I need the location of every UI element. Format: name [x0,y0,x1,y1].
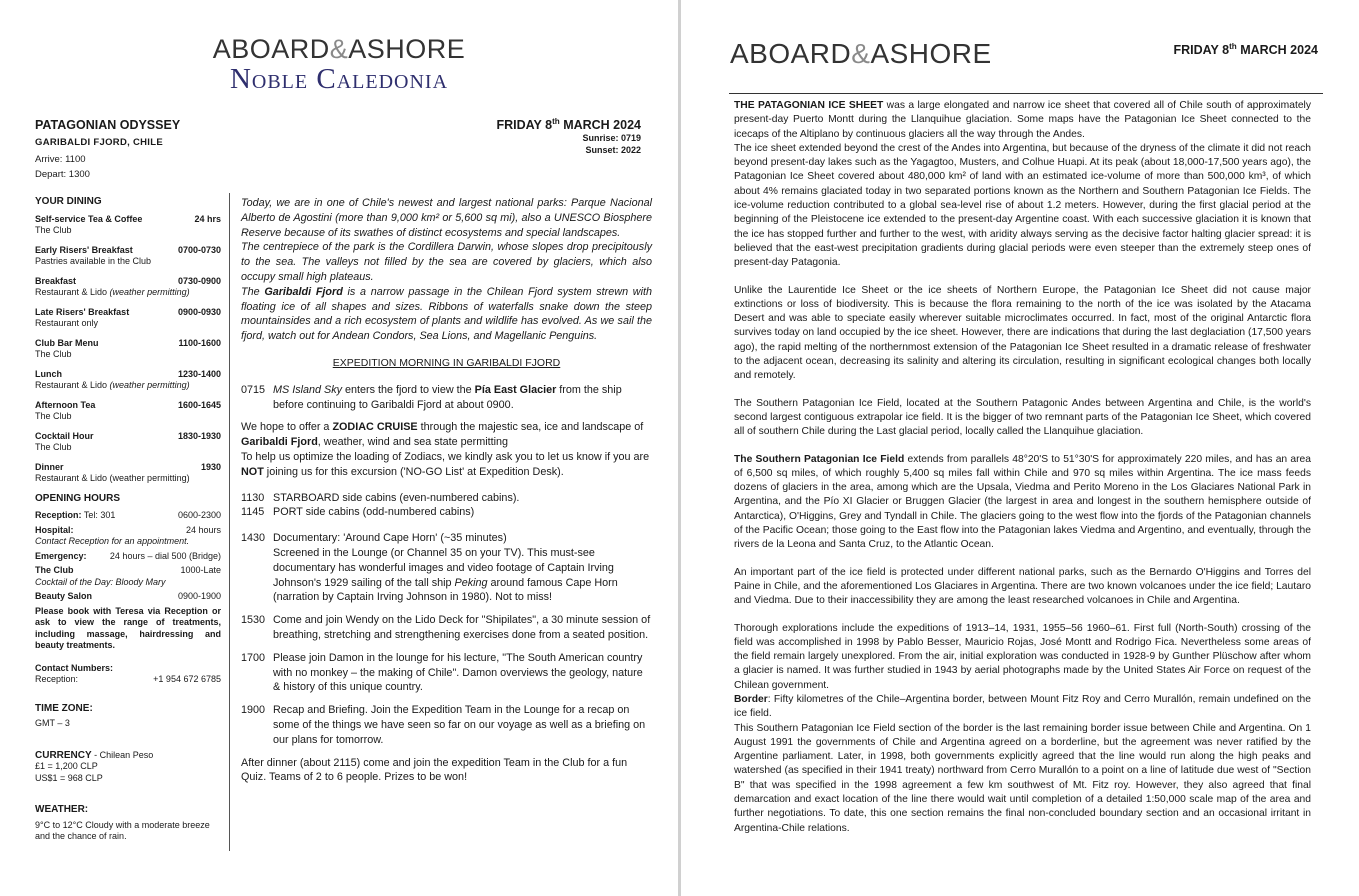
weather-title: WEATHER: [35,804,89,815]
schedule-1700: 1700 Please join Damon in the lounge for his lecture, "The South American country with no monkey – the making of Chile". Damon overviews the geology, nature & history of this unique country. [241,651,643,694]
opening-item: The Club 1000-Late Cocktail of the Day: Bloody Mary [35,565,221,587]
aboard-ashore-logo-2: ABOARD&ASHORE [730,38,992,69]
opening-item: Emergency: 24 hours – dial 500 (Bridge) [35,550,221,561]
para-7: Thorough explorations include the expeditions of 1913–14, 1931, 1955–56 1960–61. First full (North-South) crossing of the field was accomplished in 1998 by Pablo Besser, Mauricio Rojas, José Montt and Rodrigo Fica. Nevertheless some areas of the field remain largely unexplored. From the air, initial exploration was conducted in 1928-9 by Gunther Plüschow after whom a glacier is named. It was further studied in 1943 by aerial photographs made by the United States Air Force on request of the Chilean government. [734,622,1311,691]
aboard-ashore-logo: ABOARD&ASHORE [212,34,466,64]
para-6: An important part of the ice field is protected under different national parks, such as the Bernardo O'Higgins and Torres del Paine in Chile, and the aforementioned Los Glaciares in Argentina. There are two known volcanoes under the ice field; Lautaro and Viedma. Due to their inaccessibility they are among the least researched volcanoes in Chile and Argentina. [734,566,1311,607]
currency-usd: US$1 = 968 CLP [35,772,103,783]
daily-programme [241,196,652,796]
currency-title: CURRENCY - Chilean Peso [35,749,154,761]
dining-item: Afternoon Tea 1600-1645 The Club [35,399,221,421]
location: GARIBALDI FJORD, CHILE [35,137,163,148]
schedule-1145: 1145 PORT side cabins (odd-numbered cabins) [241,506,475,519]
schedule-0715: 0715 MS Island Sky enters the fjord to view the Pía East Glacier from the ship before continuing to Garibaldi Fjord at about 0900. [241,383,622,411]
para-4: The Southern Patagonian Ice Field, located at the Southern Patagonic Andes between Argentina and Chile, is the world's second largest contiguous extrapolar ice field. It is the bigger of two remnant parts of the Patagonian Ice Sheet, which covered all of southern Chile during the Last glacial period, locally called the Llanquihue glaciation. [734,397,1311,438]
ice-sheet-article [734,99,1311,836]
dining-item: Breakfast 0730-0900 Restaurant & Lido (weather permitting) [35,275,221,297]
programme-page-left [0,0,678,896]
schedule-1130: 1130 STARBOARD side cabins (even-numbered cabins). [241,491,520,504]
cruise-name: PATAGONIAN ODYSSEY [35,118,181,132]
para-9: This Southern Patagonian Ice Field section of the border is the last remaining border issue between Chile and Argentina. On 1 August 1991 the governments of Chile and Argentina agreed on a borderline, but the agreement was never ratified by the Argentine parliament. Later, in 1998, both governments explicitly agreed that the line would run along the high peaks and watershed (as specified in their 1941 treaty) northward from Cerro Murallón to a point on a line of latitude due west of "Section B" that was specified in the 1998 agreement a few km southwest of Mt. Fitz roy. However, they also agreed that final demarcation and exact location of the line there would wait until completion of a detailed 1:50,000 scale map of the area and further negotiations. To date, this one section remains the final non-concluded boundary section and an occasional irritant in Argentina-Chile relations. [734,722,1311,834]
beauty-text: Please book with Teresa via Reception or ask to view the range of treatments, including massage, hairdressing and beauty treatments. [35,605,221,650]
timezone-title: TIME ZONE: [35,702,93,714]
zodiac-cruise-info: We hope to offer a ZODIAC CRUISE through the majestic sea, ice and landscape of Garibaldi Fjord, weather, wind and sea state permitting To help us optimize the loading of Zodiacs, we kindly ask you to let us know if you are NOT joining us for this excursion ('NO-GO List' at Expedition Desk). [241,421,650,478]
para-2: The ice sheet extended beyond the crest of the Andes into Argentina, but because of the dryness of the climate it did not reach beyond present-day lakes such as the Yagagtoo, Musters, and Colhue Huapi. At its peak (about 18,000-17,500 years ago), the Patagonian Ice Sheet covered about 480,000 km² of land with an estimated ice-volume of more than 500,000 km³, of which about 4% remains glaciated today in two separated portions known as the Northern and Southern Patagonian Ice Fields. The ice-volume reduction contributed to a global sea-level rise of about 1.2 meters. However, during the first glacial period at the beginning of the Pleistocene ice extended to the present-day Argentine coast. With each successive glaciation it is known that the ice has stopped further and further to the west, with aridity always serving as the decisive factor halting glacier spread: it is believed that the east-west precipitation gradients during glacial periods were even steeper than the extremely steep ones of present-day Patagonia. [734,142,1311,269]
schedule-1430: 1430 Documentary: 'Around Cape Horn' (~35 minutes) Screened in the Lounge (or Channel 35 on your TV). This must-see documentary has wonderful images and video footage of Captain Irving Johnson's 1929 sailing of the tall ship Peking around famous Cape Horn (narration by Captain Irving Johnson in 1980). Not to miss! [241,532,618,604]
schedule-1900: 1900 Recap and Briefing. Join the Expedition Team in the Lounge for a recap on some of the things we have seen so far on our voyage as well as a briefing on our plans for tomorrow. [241,704,646,746]
dining-item: Lunch 1230-1400 Restaurant & Lido (weather permitting) [35,368,221,390]
expedition-title: EXPEDITION MORNING IN GARIBALDI FJORD [332,356,561,369]
para-5: The Southern Patagonian Ice Field extends from parallels 48°20'S to 51°30'S for approximately 220 miles, and has an area of 6,500 sq miles, of which roughly 5,400 sq miles fall within Chile and 970 sq miles within Argentina. The ice mass feeds dozens of glaciers in the area, among which are the Upsala, Viedma and Perito Moreno in the Los Glaciares National Park in Argentina, and the Pío XI Glacier or Bruggen Glacier (the largest in area and longest in the southern hemisphere outside of Antarctica), O'Higgins, Grey and Tyndall in Chile. The glaciers going to the west flow into the fjords of the Patagonian channels of the Pacific Ocean; those going to the East flow into the Patagonian lakes Viedma and Argentino, and eventually, through the rivers de la Leona and Santa Cruz, to the Atlantic Ocean. [734,453,1311,551]
column-divider [229,193,230,851]
dining-item: Dinner 1930 Restaurant & Lido (weather permitting) [35,461,221,483]
dining-item: Early Risers' Breakfast 0700-0730 Pastries available in the Club [35,244,221,266]
sunset: Sunset: 2022 [585,145,641,155]
opening-list [35,510,221,588]
dining-item: Club Bar Menu 1100-1600 The Club [35,337,221,359]
schedule-1530: 1530 Come and join Wendy on the Lido Deck for "Shipilates", a 30 minute session of breathing, stretching and strengthening exercises done from a seated position. [241,614,651,641]
noble-caledonia-logo: Noble Caledonia [229,63,449,95]
para-1: THE PATAGONIAN ICE SHEET was a large elongated and narrow ice sheet that covered all of Chile south of approximately present-day Puerto Montt during the Llanquihue glaciation. Some maps have the Patagonian Ice Sheet connected to the icecaps of the Altiplano by continuous glaciers all the way through the Andes. [734,100,1311,140]
sunrise: Sunrise: 0719 [582,133,641,143]
dining-item: Cocktail Hour 1830-1930 The Club [35,430,221,452]
date-header [496,118,641,156]
arrive-time: Arrive: 1100 [35,154,86,165]
contact-row: Reception: +1 954 672 6785 [35,674,221,684]
opening-item: Reception: Tel: 301 0600-2300 [35,510,221,520]
weather-text: 9°C to 12°C Cloudy with a moderate breeze and the chance of rain. [35,819,210,841]
opening-title: OPENING HOURS [35,492,121,504]
dining-title: YOUR DINING [35,196,102,207]
currency-gbp: £1 = 1,200 CLP [35,761,98,771]
para-3: Unlike the Laurentide Ice Sheet or the ice sheets of Northern Europe, the Patagonian Ice Sheet did not cause major extinctions or loss of biodiversity. This is because the flora remaining to the north of the ice was isolated by the Atacama Desert and was able to speciate easily wherever suitable microclimates occurred. In fact, most of the original Antarctic flora survives today on land occupied by the ice sheet. However, there are indications that during the last deglaciation (17,500 years ago), the rapid melting of the northernmost extension of the Patagonian Ice Sheet resulted in a dramatic release of freshwater to the adjacent ocean, decreasing its salinity and altering its circulation, resulting in significant ecological changes both locally and remotely. [734,284,1311,382]
intro-text: Today, we are in one of Chile's newest and largest national parks: Parque Nacional Alberto de Agostini (more than 9,000 km² or 5,600 sq mi), also a UNESCO Biosphere Reserve because of its swathes of distinct ecosystems and special landscapes. The centrepiece of the park is the Cordillera Darwin, whose slopes drop precipitously to the sea. The valleys not filled by the sea are covered by glaciers, which also occupy small high plateaus. The Garibaldi Fjord is a narrow passage in the Chilean Fjord system strewn with floating ice of all shapes and sizes. Ribbons of waterfalls snake down the steep mountainsides and a rich ecosystem of plants and wildlife has evolved. As we sail the fjord, watch out for Andean Condors, Sea Lions, and Magellanic Penguins. [241,197,652,343]
header-rule [729,93,1323,94]
depart-time: Depart: 1300 [35,169,90,180]
dining-list [35,214,221,485]
para-8: Border: Fifty kilometres of the Chile–Argentina border, between Mount Fitz Roy and Cerro Murallón, remain undefined on the ice field. [734,693,1311,720]
dining-item: Late Risers' Breakfast 0900-0930 Restaurant only [35,306,221,328]
after-dinner-quiz: After dinner (about 2115) come and join the expedition Team in the Club for a fun Quiz. Teams of 2 to 6 people. Prizes to be won! [241,756,628,784]
opening-item: Hospital: 24 hours Contact Reception for an appointment. [35,524,221,546]
programme-page-right [681,0,1359,896]
dining-item: Self-service Tea & Coffee 24 hrs The Club [35,213,221,235]
info-sidebar [35,194,221,843]
timezone: GMT – 3 [35,718,70,728]
voyage-header [35,118,180,182]
date-2: FRIDAY 8th MARCH 2024 [1173,41,1318,57]
beauty-salon: Beauty Salon 0900-1900 [35,591,221,601]
contact-title: Contact Numbers: [35,662,114,673]
date: FRIDAY 8th MARCH 2024 [496,116,641,132]
